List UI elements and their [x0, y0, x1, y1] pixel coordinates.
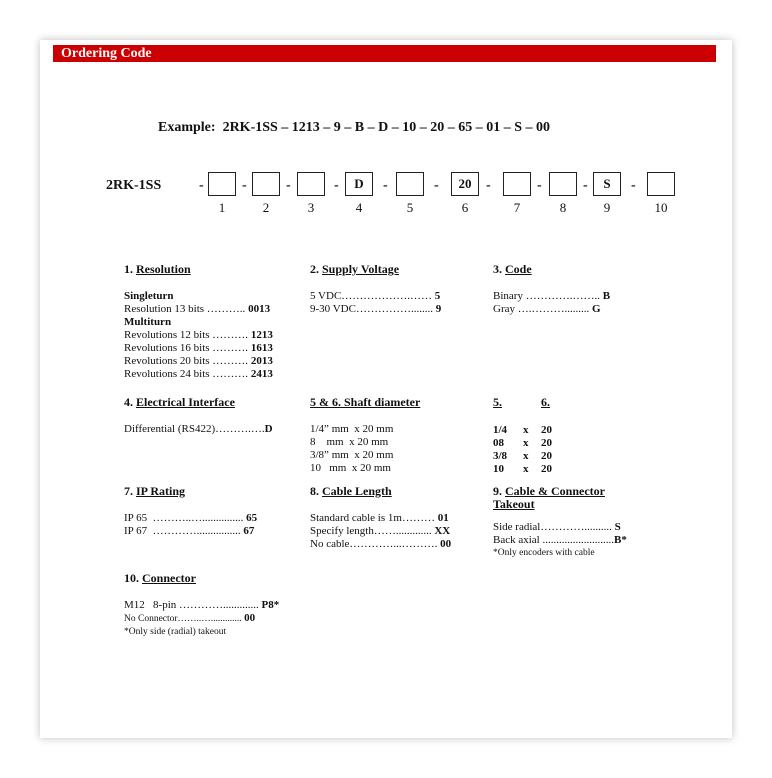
section-title: 7. IP Rating	[124, 484, 186, 498]
section-title: 9. Cable & Connector Takeout	[493, 484, 605, 511]
example-line	[158, 120, 550, 136]
dash: -	[537, 178, 542, 193]
option-line: No Connector……..…............. 00	[124, 612, 256, 624]
dash: -	[631, 178, 636, 193]
subheading-multiturn: Multiturn	[124, 316, 172, 328]
option-line: 5 VDC……………….…… 5	[310, 290, 441, 302]
footnote: *Only encoders with cable	[493, 548, 595, 558]
code-prefix: 2RK-1SS	[106, 178, 162, 193]
code-box-2	[252, 172, 280, 196]
section-title: 10. Connector	[124, 571, 196, 585]
option-line: Resolution 13 bits ……….. 0013	[124, 303, 271, 315]
section-title: 1. Resolution	[124, 262, 191, 276]
code-box-number: 5	[406, 200, 414, 215]
option-line: 10 mm x 20 mm	[310, 462, 391, 474]
section-title: 5 & 6. Shaft diameter	[310, 395, 421, 409]
dash: -	[334, 178, 339, 193]
code-box-number: 1	[218, 200, 226, 215]
section-title: 3. Code	[493, 262, 532, 276]
section-electrical-interface	[124, 396, 273, 436]
section-title: 5. 6.	[493, 395, 550, 409]
code-box-number: 3	[307, 200, 315, 215]
section-header-bar	[53, 45, 716, 62]
option-line: Gray ….………......... G	[493, 303, 601, 315]
section-shaft-codes	[493, 396, 573, 476]
section-title: 2. Supply Voltage	[310, 262, 400, 276]
section-supply-voltage	[310, 263, 441, 316]
option-line: 3/8” mm x 20 mm	[310, 449, 394, 461]
dash: -	[486, 178, 491, 193]
option-line: 9-30 VDC……………........ 9	[310, 303, 442, 315]
code-box-number: 6	[461, 200, 469, 215]
dash: -	[434, 178, 439, 193]
code-box-5	[396, 172, 424, 196]
section-connector	[124, 572, 279, 639]
dash: -	[383, 178, 388, 193]
code-box-4: D	[345, 172, 373, 196]
option-line: Back axial ..........................B*	[493, 534, 627, 546]
option-line: Revolutions 12 bits ………. 1213	[124, 329, 273, 341]
code-box-8	[549, 172, 577, 196]
section-cable-connector-takeout	[493, 485, 627, 560]
dash: -	[286, 178, 291, 193]
ordering-code-row	[40, 172, 732, 222]
code-box-number: 4	[355, 200, 363, 215]
example-label: Example:	[158, 120, 216, 135]
option-line: 1/4” mm x 20 mm	[310, 423, 394, 435]
section-code	[493, 263, 610, 316]
dash: -	[583, 178, 588, 193]
code-row: 1/4 x 20	[493, 424, 552, 436]
section-header-title: Ordering Code	[61, 46, 152, 61]
section-title: 8. Cable Length	[310, 484, 392, 498]
code-box-number: 7	[513, 200, 521, 215]
subheading-singleturn: Singleturn	[124, 290, 174, 302]
section-ip-rating	[124, 485, 257, 538]
option-line: Revolutions 24 bits ………. 2413	[124, 368, 273, 380]
code-box-number: 9	[603, 200, 611, 215]
option-line: Side radial………….......... S	[493, 521, 621, 533]
code-box-3	[297, 172, 325, 196]
dash: -	[242, 178, 247, 193]
section-shaft-diameter	[310, 396, 420, 475]
code-box-number: 2	[262, 200, 270, 215]
option-line: Specify length……............. XX	[310, 525, 451, 537]
code-box-9: S	[593, 172, 621, 196]
option-line: Binary ………….…….. B	[493, 290, 611, 302]
option-line: Revolutions 20 bits ………. 2013	[124, 355, 273, 367]
option-line: Standard cable is 1m……… 01	[310, 512, 449, 524]
code-box-number: 10	[654, 200, 668, 215]
section-resolution	[124, 263, 273, 381]
section-title: 4. Electrical Interface	[124, 395, 235, 409]
code-box-7	[503, 172, 531, 196]
option-line: M12 8-pin …………............. P8*	[124, 599, 280, 611]
option-line: 8 mm x 20 mm	[310, 436, 389, 448]
example-code: 2RK-1SS – 1213 – 9 – B – D – 10 – 20 – 65 – 01 – S – 00	[222, 120, 551, 135]
code-box-1	[208, 172, 236, 196]
code-box-10	[647, 172, 675, 196]
option-line: No cable…………...………. 00	[310, 538, 452, 550]
option-line: Differential (RS422)……….….D	[124, 423, 273, 435]
code-row: 10 x 20	[493, 463, 552, 475]
option-line: Revolutions 16 bits ………. 1613	[124, 342, 273, 354]
code-box-6: 20	[451, 172, 479, 196]
code-row: 08 x 20	[493, 437, 552, 449]
option-line: IP 65 ………..…............... 65	[124, 512, 258, 524]
option-line: IP 67 …………................ 67	[124, 525, 255, 537]
document-page	[40, 40, 732, 738]
code-box-number: 8	[559, 200, 567, 215]
code-row: 3/8 x 20	[493, 450, 552, 462]
section-cable-length	[310, 485, 451, 551]
footnote: *Only side (radial) takeout	[124, 627, 227, 637]
dash: -	[199, 178, 204, 193]
